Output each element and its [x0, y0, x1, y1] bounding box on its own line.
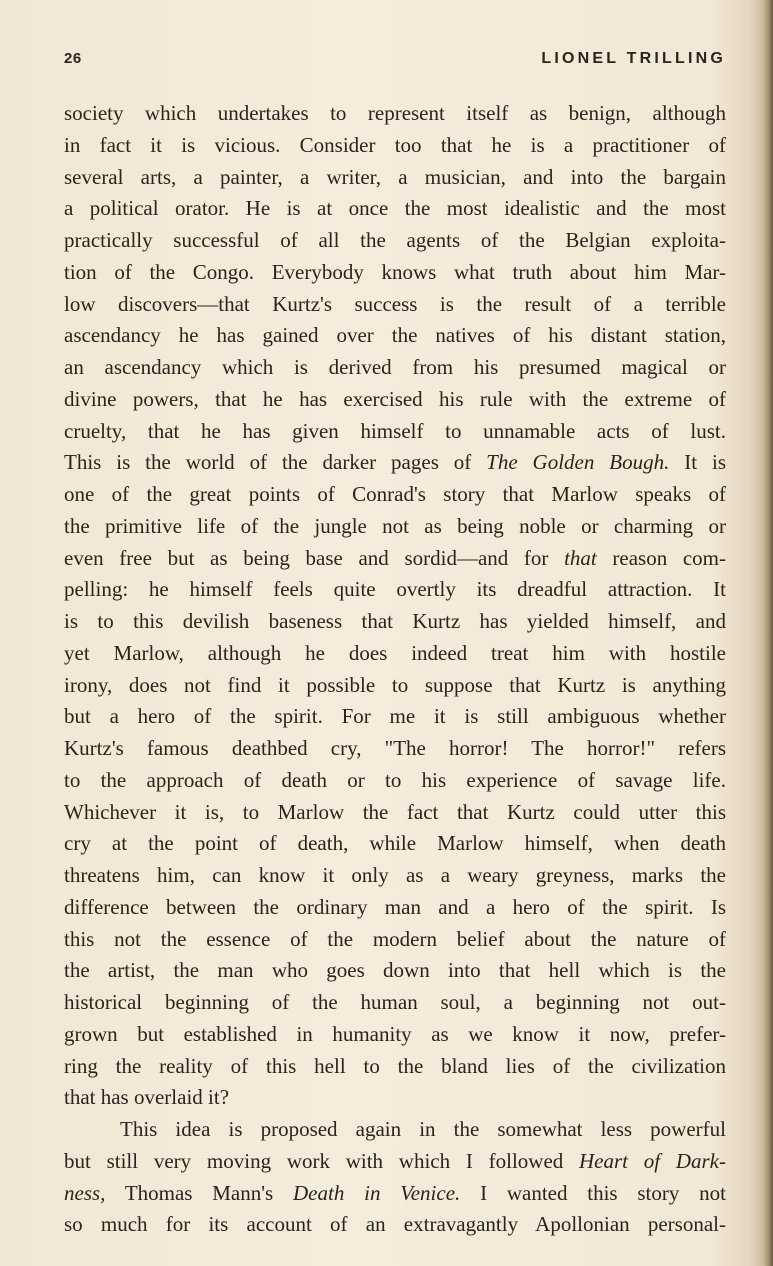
page-number: 26	[64, 50, 82, 67]
italic-title: Heart of Dark-	[579, 1148, 726, 1173]
text-line: difference between the ordinary man and a hero of the spirit. Is	[64, 894, 726, 919]
text-line: the artist, the man who goes down into that hell which is the	[64, 958, 726, 983]
text-line: one of the great points of Conrad's story that Marlow speaks of	[64, 482, 726, 506]
text-line: historical beginning of the human soul, a beginning not out-	[64, 990, 726, 1014]
italic-title: Death in Venice.	[293, 1180, 461, 1205]
text-line: cruelty, that he has given himself to unnamable acts of lust.	[64, 418, 726, 443]
text-line: pelling: he himself feels quite overtly its dreadful attraction. It	[64, 577, 726, 602]
text-line: Kurtz's famous deathbed cry, "The horror! The horror!" refers	[64, 736, 726, 760]
text-line: this not the essence of the modern belief about the nature of	[64, 926, 726, 951]
text-line: cry at the point of death, while Marlow himself, when death	[64, 831, 726, 856]
text-line: that has overlaid it?	[64, 1085, 230, 1110]
text-line: so much for its account of an extravagantly Apollonian personal-	[64, 1212, 726, 1237]
text-line: ring the reality of this hell to the bland lies of the civilization	[64, 1053, 726, 1078]
text-line: threatens him, can know it only as a weary greyness, marks the	[64, 863, 726, 887]
text-line: the primitive life of the jungle not as being noble or charming or	[64, 513, 726, 538]
text-line: yet Marlow, although he does indeed treat him with hostile	[64, 640, 726, 665]
text-line: low discovers—that Kurtz's success is the result of a terrible	[64, 291, 726, 316]
running-head	[64, 50, 726, 72]
text-line: is to this devilish baseness that Kurtz has yielded himself, and	[64, 609, 726, 633]
text-line: Whichever it is, to Marlow the fact that Kurtz could utter this	[64, 799, 726, 824]
page-edge-shadow	[763, 0, 773, 1266]
text-line: This is the world of the darker pages of The Golden Bough. It is	[64, 450, 726, 475]
text-line: even free but as being base and sordid—and for that reason com-	[64, 545, 726, 570]
text-line: to the approach of death or to his experience of savage life.	[64, 767, 726, 792]
text-line: but still very moving work with which I followed Heart of Dark-	[64, 1148, 726, 1173]
text-line: divine powers, that he has exercised his rule with the extreme of	[64, 386, 726, 411]
text-line: ascendancy he has gained over the natives of his distant station,	[64, 323, 726, 348]
text-line: a political orator. He is at once the most idealistic and the most	[64, 196, 726, 221]
text-line: tion of the Congo. Everybody knows what truth about him Mar-	[64, 259, 726, 284]
text-line: ness, Thomas Mann's Death in Venice. I wanted this story not	[64, 1180, 726, 1205]
text-line: society which undertakes to represent itself as benign, although	[64, 101, 726, 125]
text-line: This idea is proposed again in the somewhat less powerful	[120, 1117, 726, 1141]
text-line: several arts, a painter, a writer, a musician, and into the bargain	[64, 164, 726, 189]
text-line: practically successful of all the agents of the Belgian exploita-	[64, 228, 726, 252]
text-line: an ascendancy which is derived from his presumed magical or	[64, 355, 726, 379]
italic-title: that	[564, 545, 597, 570]
italic-title: ness,	[64, 1180, 106, 1205]
text-line: but a hero of the spirit. For me it is still ambiguous whether	[64, 704, 726, 729]
running-head-author: LIONEL TRILLING	[541, 50, 726, 67]
text-line: irony, does not find it possible to suppose that Kurtz is anything	[64, 672, 726, 697]
text-line: in fact it is vicious. Consider too that he is a practitioner of	[64, 132, 726, 157]
text-line: grown but established in humanity as we know it now, prefer-	[64, 1021, 726, 1046]
italic-title: The Golden Bough.	[486, 450, 670, 475]
body-text	[64, 98, 726, 1241]
